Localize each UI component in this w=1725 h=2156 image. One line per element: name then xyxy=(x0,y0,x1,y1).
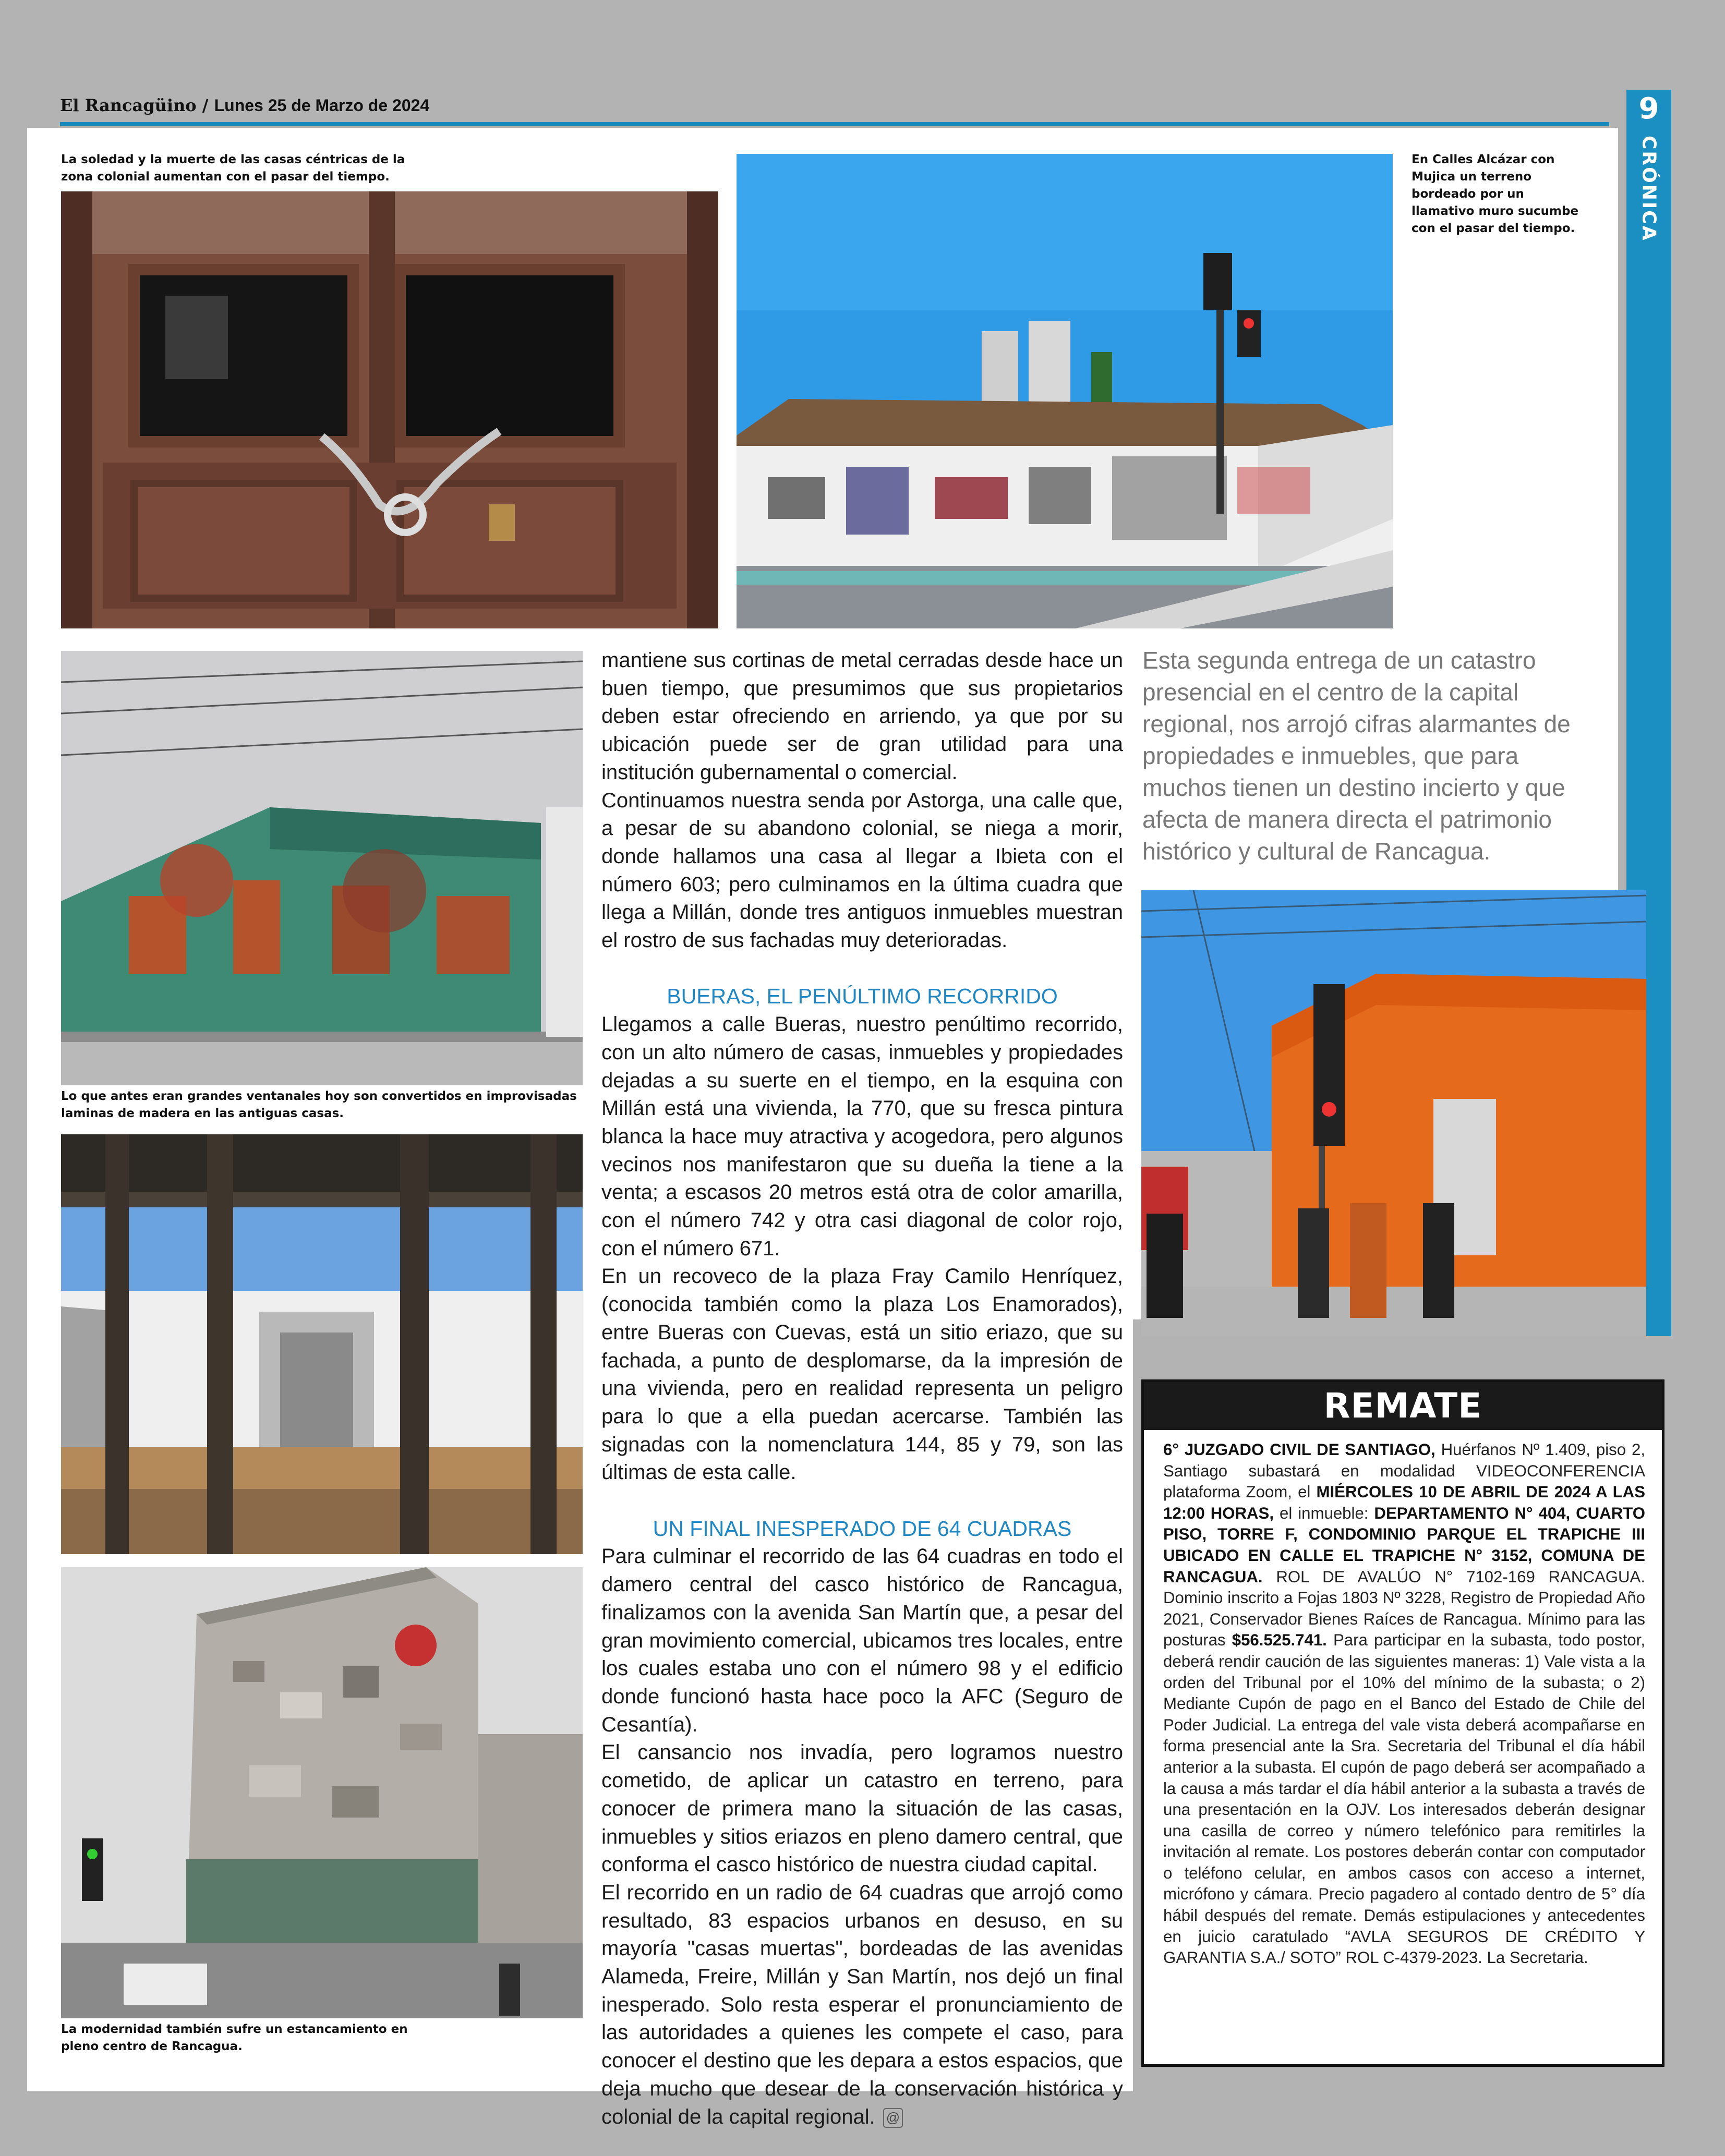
article-body xyxy=(601,647,1123,2131)
photo-green-house xyxy=(61,651,583,1085)
section-label: CRÓNICA xyxy=(1638,136,1660,242)
header-rule xyxy=(60,122,1609,126)
article-paragraph: Para culminar el recorrido de las 64 cuadras en todo el damero central del casco histórico de Rancagua, finalizamos con la avenida San Martín que, a pesar del gran movimiento comercial, ubicamos tres locales, entre los cuales estaba uno con el número 98 y el edificio donde funcionó hasta hace poco la AFC (Seguro de Cesantía). xyxy=(601,1545,1123,1736)
photo-fenced-house xyxy=(61,1134,583,1554)
remate-property: DEPARTAMENTO N° 404, CUARTO PISO, TORRE F, CONDOMINIO PARQUE EL TRAPICHE III UBICADO EN CALLE EL TRAPICHE N° 3152, COMUNA DE RANCAGUA. xyxy=(1163,1504,1645,1586)
remate-title: REMATE xyxy=(1144,1382,1662,1430)
caption-photo1: La soledad y la muerte de las casas céntricas de la zona colonial aumentan con el pasar del tiempo. xyxy=(61,153,405,184)
remate-text: Para participar en la subasta, todo postor, deberá rendir caución de las siguientes maneras: 1) Vale vista a la orden del Tribunal por el 10% del mínimo de la subasta; o 2) Mediante Cupón de pago en el Banco del Estado de Chile del Poder Judicial. La entrega del vale vista deberá acompañarse en forma presencial ante la Sra. Secretaria del Tribunal el día hábil anterior a la subasta. El cupón de pago deberá ser acompañado a la causa a más tardar el día hábil anterior a la subasta a través de una presentación en la OJV. Los interesados deberán designar una casilla de correo y número telefónico para remitirles la invitación al remate. Los postores deberán contar con computador o teléfono celular, en ambos casos con acceso a internet, micrófono y cámara. Precio pagadero al contado dentro de 5° día hábil después del remate. Demás estipulaciones y antecedentes en juicio caratulado “AVLA SEGUROS DE CRÉDITO Y GARANTIA S.A./ SOTO” ROL C-4379-2023. La Secretaria. xyxy=(1163,1631,1645,1967)
remate-body xyxy=(1163,1439,1645,1969)
remate-court: 6° JUZGADO CIVIL DE SANTIAGO, xyxy=(1163,1440,1436,1459)
photo-chained-door xyxy=(61,191,718,628)
remate-minimum: $56.525.741. xyxy=(1232,1631,1327,1650)
photo-graffiti-wall xyxy=(737,154,1393,628)
page-number: 9 xyxy=(1638,92,1659,126)
caption-photo2: En Calles Alcázar con Mujica un terreno bordeado por un llamativo muro sucumbe con el pasar del tiempo. xyxy=(1412,153,1579,235)
remate-text: ROL DE AVALÚO N° 7102-169 RANCAGUA. Dominio inscrito a Fojas 1803 Nº 3228, Registro de Propiedad Año 2021, Conservador Bienes Raíces de Rancagua. Mínimo para las posturas xyxy=(1163,1567,1645,1650)
article-paragraph-text: El recorrido en un radio de 64 cuadras que arrojó como resultado, 83 espacios urbanos en desuso, en su mayoría "casas muertas", bordeadas de las avenidas Alameda, Freire, Millán y San Martín, nos dejó un final inesperado. Solo resta esperar el pronunciamiento de las autoridades a quienes les compete el caso, para conocer el destino que les depara a estos espacios, que deja mucho que desear de la conservación histórica y colonial de la capital regional. xyxy=(601,1881,1123,2128)
pull-quote: Esta segunda entrega de un catastro presencial en el centro de la capital regional, nos arrojó cifras alarmantes de propiedades e inmuebles, que para muchos tienen un destino incierto y que afecta de manera directa el patrimonio histórico y cultural de Rancagua. xyxy=(1142,647,1571,865)
caption-photo6: La modernidad también sufre un estancamiento en pleno centro de Rancagua. xyxy=(61,2022,408,2053)
subheading-bueras: BUERAS, EL PENÚLTIMO RECORRIDO xyxy=(667,984,1058,1009)
article-paragraph: Continuamos nuestra senda por Astorga, una calle que, a pesar de su abandono colonial, se niega a morir, donde hallamos una casa al llegar a Ibieta con el número 603; pero culminamos en la última cuadra que llega a Millán, donde tres antiguos inmuebles muestran el rostro de sus fachadas muy deterioradas. xyxy=(601,789,1123,952)
article-paragraph: Llegamos a calle Bueras, nuestro penúltimo recorrido, con un alto número de casas, inmuebles y propiedades dejadas a su suerte en el tiempo, en la esquina con Millán está una vivienda, la 770, que su fresca pintura blanca la hace muy atractiva y acogedora, pero algunos vecinos nos manifestaron que su dueña la tiene a la venta; a escasos 20 metros está otra de color amarilla, con el número 742 y otra casi diagonal de color rojo, con el número 671. xyxy=(601,1013,1123,1260)
article-paragraph: mantiene sus cortinas de metal cerradas desde hace un buen tiempo, que presumimos que sus propietarios deben estar ofreciendo en arriendo, ya que por su ubicación puede ser de gran utilidad para una institución gubernamental o comercial. xyxy=(601,649,1123,784)
caption-photo3: Lo que antes eran grandes ventanales hoy son convertidos en improvisadas laminas de madera en las antiguas casas. xyxy=(61,1089,577,1120)
page-header xyxy=(60,95,429,115)
remate-text: Huérfanos Nº 1.409, piso 2, Santiago subastará en modalidad VIDEOCONFERENCIA plataforma Zoom, el xyxy=(1163,1440,1645,1501)
photo-modern-building xyxy=(61,1567,583,2018)
photo-orange-house xyxy=(1141,890,1646,1336)
subheading-final: UN FINAL INESPERADO DE 64 CUADRAS xyxy=(653,1516,1072,1541)
article-paragraph: En un recoveco de la plaza Fray Camilo Henríquez, (conocida también como la plaza Los Enamorados), entre Bueras con Cuevas, está un sitio eriazo, que su fachada, a punto de desplomarse, da la impresión de una vivienda, pero en realidad representa un peligro para lo que a ella puedan acercarse. También las signadas con la nomenclatura 144, 85 y 79, son las últimas de esta calle. xyxy=(601,1265,1123,1484)
issue-date: Lunes 25 de Marzo de 2024 xyxy=(214,96,430,115)
article-paragraph: El cansancio nos invadía, pero logramos nuestro cometido, de aplicar un catastro en terreno, para conocer de primera mano la situación de las casas, inmuebles y sitios eriazos en pleno damero central, que conforma el casco histórico de nuestra ciudad capital. xyxy=(601,1741,1123,1876)
remate-text: el inmueble: xyxy=(1274,1504,1374,1522)
article-paragraph xyxy=(601,1879,1123,2131)
newspaper-name: El Rancagüino / xyxy=(60,95,209,115)
remate-date: MIÉRCOLES 10 DE ABRIL DE 2024 A LAS 12:00 HORAS, xyxy=(1163,1483,1645,1522)
end-mark-icon: @ xyxy=(883,2108,903,2128)
